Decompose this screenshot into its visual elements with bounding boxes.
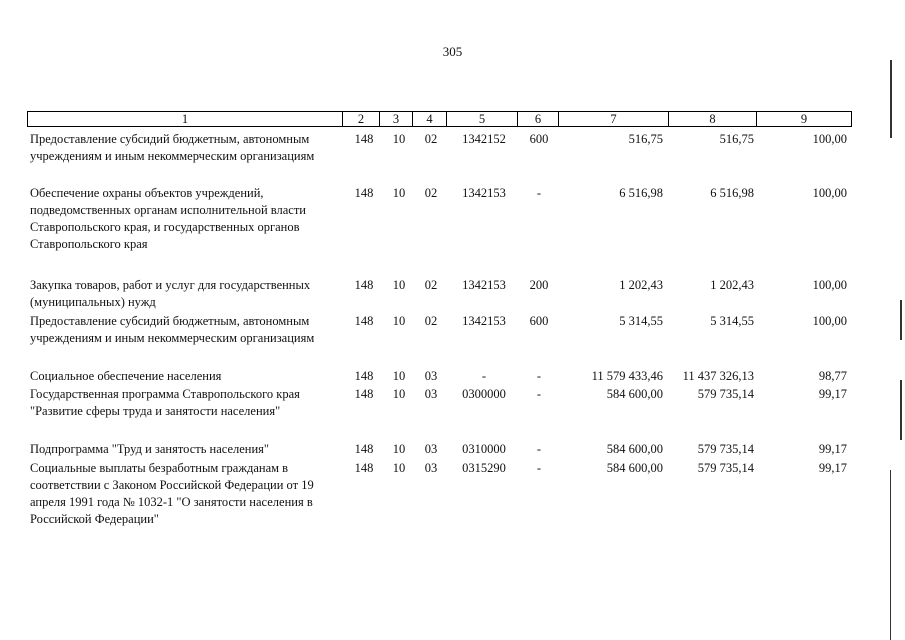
row-col-5: 1342153 (462, 186, 506, 200)
row-col-9: 98,77 (818, 369, 847, 383)
row-col-6: - (536, 461, 542, 475)
row-col-5: 1342153 (462, 278, 506, 292)
row-name: Обеспечение охраны объектов учреждений, подведомственных органам исполнительной власти Ставропольского края, и государственных органов Ставропольского края (30, 186, 306, 251)
row-col-2: 148 (354, 186, 374, 200)
row-col-4: 02 (424, 278, 438, 292)
row-col-3: 10 (392, 387, 406, 401)
row-name: Предоставление субсидий бюджетным, автономным учреждениям и иным некоммерческим организациям (30, 314, 315, 345)
row-col-4: 03 (424, 387, 438, 401)
row-col-8: 6 516,98 (710, 186, 754, 200)
row-col-4: 02 (424, 314, 438, 328)
row-name: Закупка товаров, работ и услуг для государственных (муниципальных) нужд (30, 278, 311, 309)
row-col-8: 516,75 (719, 132, 754, 146)
row-col-6: 600 (529, 132, 549, 146)
row-col-8: 11 437 326,13 (682, 369, 754, 383)
scan-edge-line (900, 380, 902, 440)
row-col-4: 03 (424, 461, 438, 475)
column-header-6: 6 (517, 111, 559, 127)
row-col-2: 148 (354, 442, 374, 456)
row-name: Социальные выплаты безработным гражданам в соответствии с Законом Российской Федерации от 19 апреля 1991 года № 1032-1 "О занятости населения в Российской Федерации" (30, 461, 314, 526)
row-col-7: 584 600,00 (606, 442, 663, 456)
row-name: Социальное обеспечение населения (30, 369, 222, 383)
row-col-7: 584 600,00 (606, 461, 663, 475)
row-col-2: 148 (354, 369, 374, 383)
row-col-7: 5 314,55 (619, 314, 663, 328)
row-col-5: 0310000 (462, 442, 506, 456)
row-col-3: 10 (392, 278, 406, 292)
row-col-6: - (536, 369, 542, 383)
row-col-4: 03 (424, 442, 438, 456)
row-col-9: 99,17 (818, 442, 847, 456)
row-col-9: 99,17 (818, 387, 847, 401)
row-name: Подпрограмма "Труд и занятость населения" (30, 442, 270, 456)
column-header-7: 7 (558, 111, 669, 127)
row-col-6: - (536, 387, 542, 401)
row-col-6: 600 (529, 314, 549, 328)
row-col-3: 10 (392, 314, 406, 328)
row-col-5: 1342152 (462, 132, 506, 146)
row-col-4: 02 (424, 186, 438, 200)
row-col-7: 1 202,43 (619, 278, 663, 292)
column-header-9: 9 (756, 111, 852, 127)
row-col-9: 99,17 (818, 461, 847, 475)
row-col-3: 10 (392, 132, 406, 146)
row-col-8: 579 735,14 (697, 442, 754, 456)
row-col-4: 02 (424, 132, 438, 146)
row-col-8: 5 314,55 (710, 314, 754, 328)
row-col-2: 148 (354, 387, 374, 401)
row-col-5: - (481, 369, 487, 383)
row-name: Предоставление субсидий бюджетным, автономным учреждениям и иным некоммерческим организациям (30, 132, 315, 163)
page-number: 305 (442, 44, 463, 59)
row-col-2: 148 (354, 314, 374, 328)
column-header-3: 3 (379, 111, 413, 127)
row-col-2: 148 (354, 132, 374, 146)
row-col-9: 100,00 (812, 132, 847, 146)
row-col-3: 10 (392, 442, 406, 456)
row-col-3: 10 (392, 369, 406, 383)
row-col-3: 10 (392, 186, 406, 200)
row-col-8: 1 202,43 (710, 278, 754, 292)
row-col-6: 200 (529, 278, 549, 292)
row-col-5: 1342153 (462, 314, 506, 328)
row-col-8: 579 735,14 (697, 387, 754, 401)
row-col-7: 6 516,98 (619, 186, 663, 200)
column-header-8: 8 (668, 111, 757, 127)
column-header-5: 5 (446, 111, 518, 127)
scan-edge-line (890, 60, 892, 138)
row-col-2: 148 (354, 461, 374, 475)
row-col-8: 579 735,14 (697, 461, 754, 475)
row-col-7: 516,75 (628, 132, 663, 146)
row-col-7: 11 579 433,46 (591, 369, 663, 383)
row-col-7: 584 600,00 (606, 387, 663, 401)
scan-edge-line (890, 470, 891, 640)
row-col-9: 100,00 (812, 186, 847, 200)
column-header-4: 4 (412, 111, 447, 127)
row-col-3: 10 (392, 461, 406, 475)
row-col-6: - (536, 442, 542, 456)
row-col-5: 0300000 (462, 387, 506, 401)
row-col-5: 0315290 (462, 461, 506, 475)
column-header-1: 1 (27, 111, 343, 127)
row-col-6: - (536, 186, 542, 200)
row-col-2: 148 (354, 278, 374, 292)
row-col-9: 100,00 (812, 278, 847, 292)
row-col-4: 03 (424, 369, 438, 383)
row-col-9: 100,00 (812, 314, 847, 328)
row-name: Государственная программа Ставропольского края "Развитие сферы труда и занятости населения" (30, 387, 300, 418)
scan-edge-line (900, 300, 902, 340)
column-header-2: 2 (342, 111, 380, 127)
